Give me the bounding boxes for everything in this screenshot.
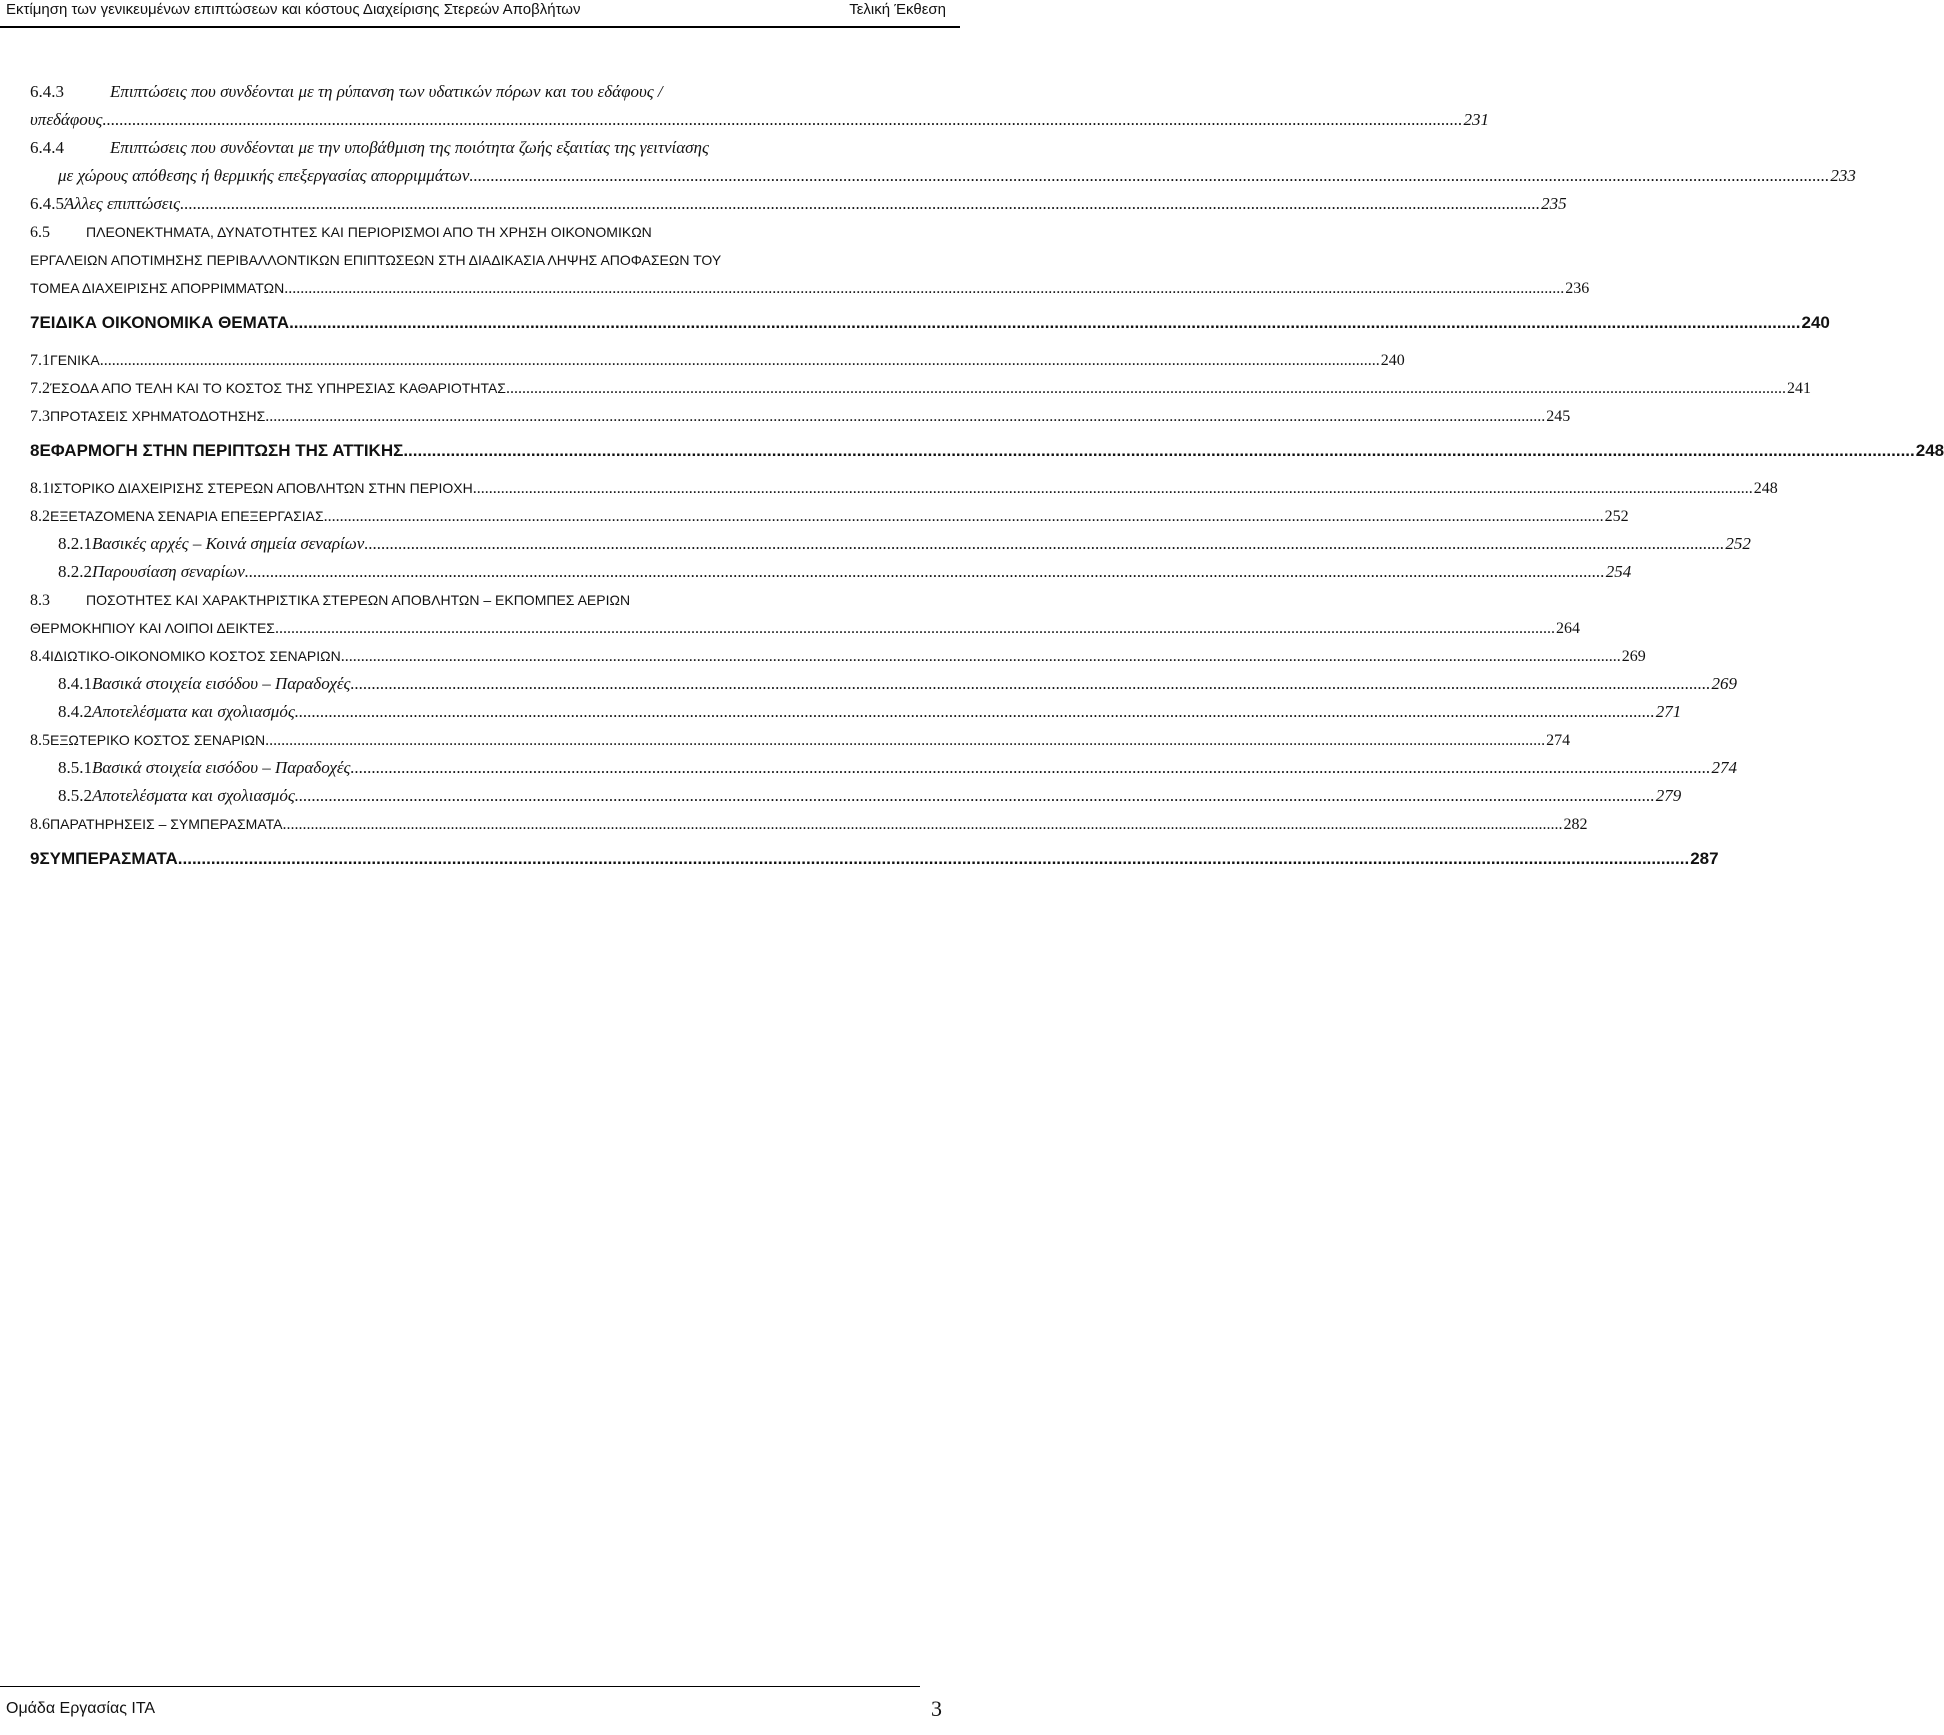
footer-author: Ομάδα Εργασίας ΙΤΑ (6, 1700, 156, 1717)
dot-leader (341, 643, 1621, 671)
toc-page-number: 240 (1801, 313, 1830, 332)
toc-entry-title-cont: ΤΟΜΕΑ ΔΙΑΧΕΙΡΙΣΗΣ ΑΠΟΡΡΙΜΜΑΤΩΝ (30, 280, 285, 296)
toc-page-number: 269 (1711, 674, 1737, 693)
toc-page-number: 235 (1541, 194, 1567, 213)
dot-leader (282, 811, 1562, 839)
toc-entry-8-6[interactable]: 8.6 ΠΑΡΑΤΗΡΗΣΕΙΣ – ΣΥΜΠΕΡΑΣΜΑΤΑ ..... 282 (30, 810, 928, 838)
toc-entry-title: ΠΛΕΟΝΕΚΤΗΜΑΤΑ, ΔΥΝΑΤΟΤΗΤΕΣ ΚΑΙ ΠΕΡΙΟΡΙΣΜΟΙ ΑΠΟ ΤΗ ΧΡΗΣΗ ΟΙΚΟΝΟΜΙΚΩΝ (86, 224, 652, 240)
toc-entry-title: ΕΞΕΤΑΖΟΜΕΝΑ ΣΕΝΑΡΙΑ ΕΠΕΞΕΡΓΑΣΙΑΣ (50, 508, 324, 524)
dot-leader (100, 347, 1380, 375)
toc-entry-8-5-1[interactable]: 8.5.1 Βασικά στοιχεία εισόδου – Παραδοχές ..... 274 (30, 754, 928, 782)
toc-chapter-9[interactable]: 9 ΣΥΜΠΕΡΑΣΜΑΤΑ ..... 287 (30, 844, 928, 874)
toc-entry-title: Βασικές αρχές – Κοινά σημεία σεναρίων (92, 534, 365, 553)
dot-leader (364, 530, 1724, 558)
toc-entry-8-2-2[interactable]: 8.2.2 Παρουσίαση σεναρίων ..... 254 (30, 558, 928, 586)
header-divider (0, 26, 960, 28)
dot-leader (506, 375, 1786, 403)
toc-page-number: 252 (1604, 508, 1629, 525)
page-number: 3 (931, 1696, 942, 1721)
dot-leader (245, 558, 1605, 586)
dot-leader (284, 275, 1564, 303)
toc-chapter-8[interactable]: 8 ΕΦΑΡΜΟΓΗ ΣΤΗΝ ΠΕΡΙΠΤΩΣΗ ΤΗΣ ΑΤΤΙΚΗΣ ..... 248 (30, 436, 928, 466)
toc-entry-7-2[interactable]: 7.2 ΈΣΟΔΑ ΑΠΟ ΤΕΛΗ ΚΑΙ ΤΟ ΚΟΣΤΟΣ ΤΗΣ ΥΠΗΡΕΣΙΑΣ ΚΑΘΑΡΙΟΤΗΤΑΣ ..... 241 (30, 374, 928, 402)
toc-entry-8-4[interactable]: 8.4 ΙΔΙΩΤΙΚΟ-ΟΙΚΟΝΟΜΙΚΟ ΚΟΣΤΟΣ ΣΕΝΑΡΙΩΝ ..... 269 (30, 642, 928, 670)
toc-entry-8-4-2[interactable]: 8.4.2 Αποτελέσματα και σχολιασμός ..... 271 (30, 698, 928, 726)
dot-leader (102, 106, 1462, 134)
dot-leader (469, 162, 1829, 190)
dot-leader (324, 503, 1604, 531)
dot-leader (178, 844, 1689, 874)
footer-divider (0, 1686, 920, 1687)
page-footer (0, 1696, 960, 1726)
toc-entry-title: ΕΞΩΤΕΡΙΚΟ ΚΟΣΤΟΣ ΣΕΝΑΡΙΩΝ (50, 732, 266, 748)
toc-entry-8-2[interactable]: 8.2 ΕΞΕΤΑΖΟΜΕΝΑ ΣΕΝΑΡΙΑ ΕΠΕΞΕΡΓΑΣΙΑΣ ..... 252 (30, 502, 928, 530)
toc-entry-title: ΙΔΙΩΤΙΚΟ-ΟΙΚΟΝΟΜΙΚΟ ΚΟΣΤΟΣ ΣΕΝΑΡΙΩΝ (50, 648, 341, 664)
dot-leader (295, 698, 1655, 726)
toc-page-number: 274 (1711, 758, 1737, 777)
toc-page-number: 264 (1555, 620, 1580, 637)
toc-entry-8-1[interactable]: 8.1 ΙΣΤΟΡΙΚΟ ΔΙΑΧΕΙΡΙΣΗΣ ΣΤΕΡΕΩΝ ΑΠΟΒΛΗΤΩΝ ΣΤΗΝ ΠΕΡΙΟΧΗ ..... 248 (30, 474, 928, 502)
toc-entry-title: ΠΟΣΟΤΗΤΕΣ ΚΑΙ ΧΑΡΑΚΤΗΡΙΣΤΙΚΑ ΣΤΕΡΕΩΝ ΑΠΟΒΛΗΤΩΝ – ΕΚΠΟΜΠΕΣ ΑΕΡΙΩΝ (86, 592, 631, 608)
toc-page-number: 233 (1830, 166, 1856, 185)
toc-page-number: 241 (1786, 380, 1811, 397)
dot-leader (295, 782, 1655, 810)
toc-entry-title: Βασικά στοιχεία εισόδου – Παραδοχές (92, 674, 351, 693)
toc-entry-title: Άλλες επιπτώσεις (64, 194, 181, 213)
toc-entry-title-cont: ΘΕΡΜΟΚΗΠΙΟΥ ΚΑΙ ΛΟΙΠΟΙ ΔΕΙΚΤΕΣ (30, 620, 275, 636)
toc-page-number: 269 (1621, 648, 1646, 665)
toc-entry-title: ΠΑΡΑΤΗΡΗΣΕΙΣ – ΣΥΜΠΕΡΑΣΜΑΤΑ (50, 816, 283, 832)
toc-page-number: 252 (1725, 534, 1751, 553)
toc-page-number: 248 (1915, 441, 1944, 460)
toc-page-number: 248 (1753, 480, 1778, 497)
toc-entry-6-4-4[interactable]: 6.4.4 Επιπτώσεις που συνδέονται με την υποβάθμιση της ποιότητα ζωής εξαιτίας της γειτνίασης με χώρους απόθεσης ή θερμικής επεξεργασίας απορριμμάτων ..... 233 (30, 134, 928, 190)
toc-chapter-7[interactable]: 7 ΕΙΔΙΚΑ ΟΙΚΟΝΟΜΙΚΑ ΘΕΜΑΤΑ ..... 240 (30, 308, 928, 338)
dot-leader (265, 403, 1545, 431)
toc-page-number: 236 (1565, 280, 1590, 297)
toc-page-number: 282 (1563, 816, 1588, 833)
toc-entry-7-3[interactable]: 7.3 ΠΡΟΤΑΣΕΙΣ ΧΡΗΜΑΤΟΔΟΤΗΣΗΣ ..... 245 (30, 402, 928, 430)
dot-leader (350, 754, 1710, 782)
toc-entry-8-2-1[interactable]: 8.2.1 Βασικές αρχές – Κοινά σημεία σεναρίων ..... 252 (30, 530, 928, 558)
toc-entry-title: Βασικά στοιχεία εισόδου – Παραδοχές (92, 758, 351, 777)
toc-entry-8-5-2[interactable]: 8.5.2 Αποτελέσματα και σχολιασμός ..... 279 (30, 782, 928, 810)
toc-entry-title: ΓΕΝΙΚΑ (50, 352, 100, 368)
document-title: Εκτίμηση των γενικευμένων επιπτώσεων και κόστους Διαχείρισης Στερεών Αποβλήτων (6, 1, 581, 18)
dot-leader (289, 308, 1800, 338)
toc-chapter-title: ΕΙΔΙΚΑ ΟΙΚΟΝΟΜΙΚΑ ΘΕΜΑΤΑ (39, 313, 290, 332)
toc-entry-title-cont: με χώρους απόθεσης ή θερμικής επεξεργασίας απορριμμάτων (58, 166, 470, 185)
toc-page-number: 240 (1380, 352, 1405, 369)
toc-entry-7-1[interactable]: 7.1 ΓΕΝΙΚΑ ..... 240 (30, 346, 928, 374)
running-header (0, 0, 960, 22)
toc-entry-title: ΠΡΟΤΑΣΕΙΣ ΧΡΗΜΑΤΟΔΟΤΗΣΗΣ (50, 408, 266, 424)
report-type: Τελική Έκθεση (849, 1, 946, 18)
toc-entry-title: Αποτελέσματα και σχολιασμός (92, 786, 295, 805)
toc-page-number: 271 (1655, 702, 1682, 721)
toc-entry-title: Επιπτώσεις που συνδέονται με τη ρύπανση των υδατικών πόρων και του εδάφους / (110, 82, 663, 101)
toc-page-number: 287 (1690, 849, 1719, 868)
toc-page-number: 245 (1546, 408, 1571, 425)
toc-page-number: 231 (1463, 110, 1489, 129)
dot-leader (350, 670, 1710, 698)
toc-entry-title: Παρουσίαση σεναρίων (92, 562, 245, 581)
toc-entry-6-4-3[interactable]: 6.4.3 Επιπτώσεις που συνδέονται με τη ρύπανση των υδατικών πόρων και του εδάφους / υπεδάφους ..... 231 (30, 78, 928, 134)
toc-page-number: 274 (1546, 732, 1571, 749)
toc-page-number: 254 (1605, 562, 1632, 581)
toc-entry-6-4-5[interactable]: 6.4.5 Άλλες επιπτώσεις ..... 235 (30, 190, 928, 218)
toc-entry-title: Αποτελέσματα και σχολιασμός (92, 702, 295, 721)
toc-entry-title-cont: ΕΡΓΑΛΕΙΩΝ ΑΠΟΤΙΜΗΣΗΣ ΠΕΡΙΒΑΛΛΟΝΤΙΚΩΝ ΕΠΙΠΤΩΣΕΩΝ ΣΤΗ ΔΙΑΔΙΚΑΣΙΑ ΛΗΨΗΣ ΑΠΟΦΑΣΕΩΝ ΤΟΥ (30, 252, 722, 268)
table-of-contents (30, 78, 1944, 882)
dot-leader (275, 615, 1555, 643)
toc-chapter-title: ΣΥΜΠΕΡΑΣΜΑΤΑ (39, 849, 178, 868)
dot-leader (403, 436, 1914, 466)
toc-entry-8-5[interactable]: 8.5 ΕΞΩΤΕΡΙΚΟ ΚΟΣΤΟΣ ΣΕΝΑΡΙΩΝ ..... 274 (30, 726, 928, 754)
dot-leader (265, 727, 1545, 755)
toc-entry-title: ΈΣΟΔΑ ΑΠΟ ΤΕΛΗ ΚΑΙ ΤΟ ΚΟΣΤΟΣ ΤΗΣ ΥΠΗΡΕΣΙΑΣ ΚΑΘΑΡΙΟΤΗΤΑΣ (50, 380, 506, 396)
dot-leader (180, 190, 1540, 218)
toc-entry-8-3[interactable]: 8.3 ΠΟΣΟΤΗΤΕΣ ΚΑΙ ΧΑΡΑΚΤΗΡΙΣΤΙΚΑ ΣΤΕΡΕΩΝ ΑΠΟΒΛΗΤΩΝ – ΕΚΠΟΜΠΕΣ ΑΕΡΙΩΝ ΘΕΡΜΟΚΗΠΙΟΥ ΚΑΙ ΛΟΙΠΟΙ ΔΕΙΚΤΕΣ ..... 264 (30, 586, 928, 642)
toc-page-number: 279 (1655, 786, 1682, 805)
dot-leader (473, 475, 1753, 503)
toc-entry-title: ΙΣΤΟΡΙΚΟ ΔΙΑΧΕΙΡΙΣΗΣ ΣΤΕΡΕΩΝ ΑΠΟΒΛΗΤΩΝ ΣΤΗΝ ΠΕΡΙΟΧΗ (50, 480, 473, 496)
toc-entry-8-4-1[interactable]: 8.4.1 Βασικά στοιχεία εισόδου – Παραδοχές ..... 269 (30, 670, 928, 698)
toc-entry-title-cont: υπεδάφους (30, 110, 103, 129)
toc-chapter-title: ΕΦΑΡΜΟΓΗ ΣΤΗΝ ΠΕΡΙΠΤΩΣΗ ΤΗΣ ΑΤΤΙΚΗΣ (39, 441, 404, 460)
toc-entry-title: Επιπτώσεις που συνδέονται με την υποβάθμιση της ποιότητα ζωής εξαιτίας της γειτνίασης (110, 138, 709, 157)
toc-entry-6-5[interactable]: 6.5 ΠΛΕΟΝΕΚΤΗΜΑΤΑ, ΔΥΝΑΤΟΤΗΤΕΣ ΚΑΙ ΠΕΡΙΟΡΙΣΜΟΙ ΑΠΟ ΤΗ ΧΡΗΣΗ ΟΙΚΟΝΟΜΙΚΩΝ ΕΡΓΑΛΕΙΩΝ ΑΠΟΤΙΜΗΣΗΣ ΠΕΡΙΒΑΛΛΟΝΤΙΚΩΝ ΕΠΙΠΤΩΣΕΩΝ ΣΤΗ ΔΙΑΔΙΚΑΣΙΑ ΛΗΨΗΣ ΑΠΟΦΑΣΕΩΝ ΤΟΥ ΤΟΜΕΑ ΔΙΑΧΕΙΡΙΣΗΣ ΑΠΟΡΡΙΜΜΑΤΩΝ ..... 236 (30, 218, 928, 302)
